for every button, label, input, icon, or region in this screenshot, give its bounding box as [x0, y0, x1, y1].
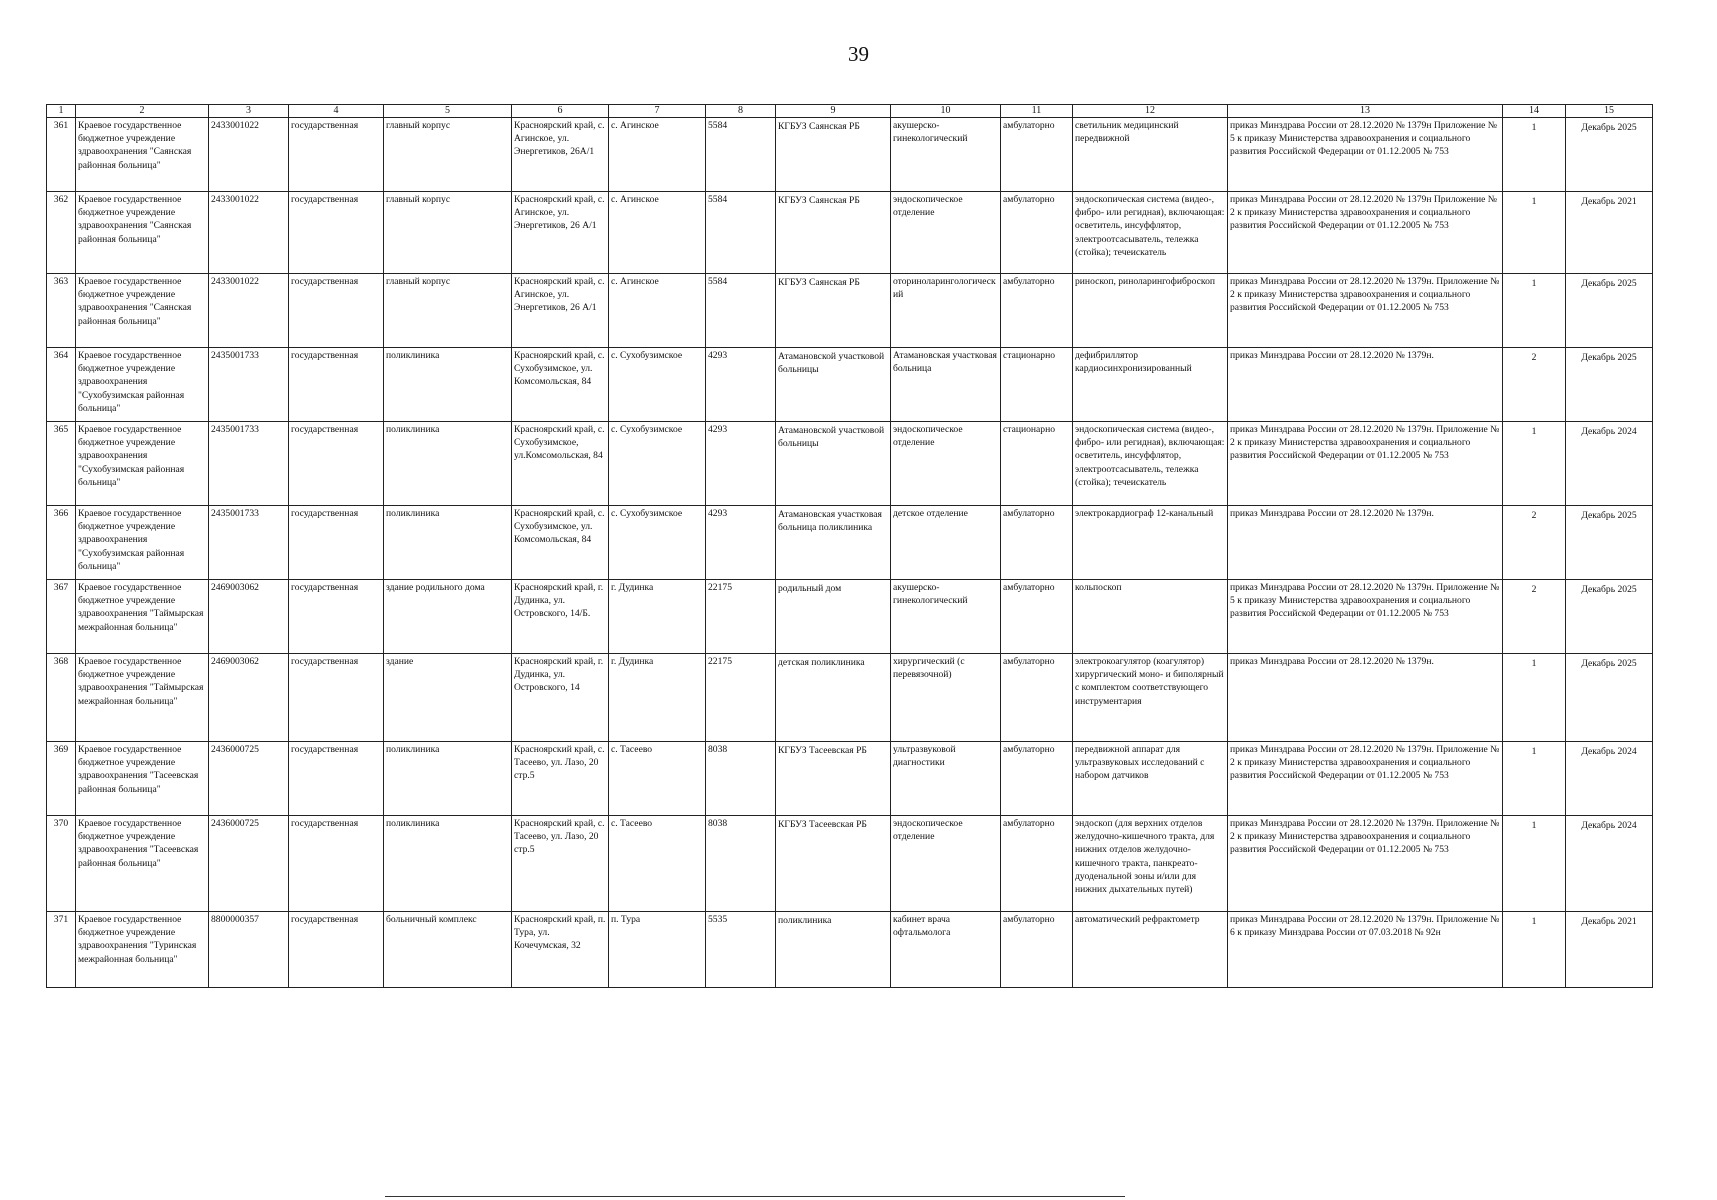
basis-cell: приказ Минздрава России от 28.12.2020 № 1379н.: [1228, 654, 1503, 742]
ownership-cell: государственная: [289, 912, 384, 988]
page-number: 39: [848, 42, 869, 66]
inn-cell: 2433001022: [209, 274, 289, 348]
department-cell: ультразвуковой диагностики: [891, 742, 1001, 816]
row-number-cell: 364: [47, 348, 76, 422]
department-cell: акушерско-гинекологический: [891, 118, 1001, 192]
facility-cell: родильный дом: [776, 580, 891, 654]
department-cell: кабинет врача офтальмолога: [891, 912, 1001, 988]
locality-cell: с. Агинское: [609, 274, 706, 348]
department-cell: детское отделение: [891, 506, 1001, 580]
address-cell: Красноярский край, с. Тасеево, ул. Лазо, 20 стр.5: [512, 816, 609, 912]
basis-cell: приказ Минздрава России от 28.12.2020 № 1379н Приложение № 2 к приказу Министерства здравоохранения и социального развития Российской Федерации от 01.12.2005 № 753: [1228, 192, 1503, 274]
ownership-cell: государственная: [289, 422, 384, 506]
table-row: [47, 506, 1653, 580]
address-cell: Красноярский край, п. Тура, ул. Кочечумская, 32: [512, 912, 609, 988]
deadline-cell: Декабрь 2021: [1566, 912, 1653, 988]
population-cell: 5584: [706, 118, 776, 192]
organization-cell: Краевое государственное бюджетное учреждение здравоохранения "Саянская районная больница": [76, 118, 209, 192]
deadline-cell: Декабрь 2025: [1566, 118, 1653, 192]
column-header: 14: [1503, 105, 1566, 118]
deadline-cell: Декабрь 2025: [1566, 506, 1653, 580]
basis-cell: приказ Минздрава России от 28.12.2020 № 1379н. Приложение № 2 к приказу Министерства здравоохранения и социального развития Российской Федерации от 01.12.2005 № 753: [1228, 816, 1503, 912]
building-cell: главный корпус: [384, 118, 512, 192]
basis-cell: приказ Минздрава России от 28.12.2020 № 1379н Приложение № 5 к приказу Министерства здравоохранения и социального развития Российской Федерации от 01.12.2005 № 753: [1228, 118, 1503, 192]
row-number-cell: 366: [47, 506, 76, 580]
address-cell: Красноярский край, с. Тасеево, ул. Лазо, 20 стр.5: [512, 742, 609, 816]
inn-cell: 2469003062: [209, 654, 289, 742]
inn-cell: 2436000725: [209, 816, 289, 912]
population-cell: 8038: [706, 742, 776, 816]
facility-cell: детская поликлиника: [776, 654, 891, 742]
care-type-cell: амбулаторно: [1001, 816, 1073, 912]
address-cell: Красноярский край, с. Агинское, ул. Энергетиков, 26А/1: [512, 118, 609, 192]
inn-cell: 2433001022: [209, 192, 289, 274]
table-row: [47, 742, 1653, 816]
row-number-cell: 361: [47, 118, 76, 192]
ownership-cell: государственная: [289, 118, 384, 192]
organization-cell: Краевое государственное бюджетное учреждение здравоохранения "Сухобузимская районная больница": [76, 422, 209, 506]
locality-cell: г. Дудинка: [609, 580, 706, 654]
department-cell: эндоскопическое отделение: [891, 816, 1001, 912]
quantity-cell: 2: [1503, 506, 1566, 580]
care-type-cell: стационарно: [1001, 348, 1073, 422]
equipment-cell: электрокардиограф 12-канальный: [1073, 506, 1228, 580]
organization-cell: Краевое государственное бюджетное учреждение здравоохранения "Тасеевская районная больница": [76, 816, 209, 912]
quantity-cell: 1: [1503, 192, 1566, 274]
locality-cell: с. Сухобузимское: [609, 506, 706, 580]
deadline-cell: Декабрь 2025: [1566, 580, 1653, 654]
locality-cell: с. Агинское: [609, 118, 706, 192]
organization-cell: Краевое государственное бюджетное учреждение здравоохранения "Таймырская межрайонная больница": [76, 654, 209, 742]
column-header: 5: [384, 105, 512, 118]
table-row: [47, 118, 1653, 192]
population-cell: 4293: [706, 506, 776, 580]
care-type-cell: амбулаторно: [1001, 912, 1073, 988]
table-row: [47, 422, 1653, 506]
deadline-cell: Декабрь 2025: [1566, 274, 1653, 348]
address-cell: Красноярский край, с. Сухобузимское, ул. Комсомольская, 84: [512, 348, 609, 422]
building-cell: больничный комплекс: [384, 912, 512, 988]
equipment-cell: светильник медицинский передвижной: [1073, 118, 1228, 192]
row-number-cell: 369: [47, 742, 76, 816]
building-cell: поликлиника: [384, 422, 512, 506]
department-cell: эндоскопическое отделение: [891, 192, 1001, 274]
locality-cell: с. Тасеево: [609, 816, 706, 912]
building-cell: поликлиника: [384, 506, 512, 580]
equipment-cell: автоматический рефрактометр: [1073, 912, 1228, 988]
population-cell: 4293: [706, 348, 776, 422]
inn-cell: 2435001733: [209, 506, 289, 580]
equipment-cell: передвижной аппарат для ультразвуковых исследований с набором датчиков: [1073, 742, 1228, 816]
organization-cell: Краевое государственное бюджетное учреждение здравоохранения "Саянская районная больница": [76, 192, 209, 274]
deadline-cell: Декабрь 2024: [1566, 816, 1653, 912]
facility-cell: КГБУЗ Саянская РБ: [776, 274, 891, 348]
column-header: 13: [1228, 105, 1503, 118]
deadline-cell: Декабрь 2024: [1566, 422, 1653, 506]
facility-cell: КГБУЗ Саянская РБ: [776, 118, 891, 192]
facility-cell: Атамановская участковая больница поликлиника: [776, 506, 891, 580]
quantity-cell: 2: [1503, 580, 1566, 654]
department-cell: эндоскопическое отделение: [891, 422, 1001, 506]
building-cell: поликлиника: [384, 348, 512, 422]
table-row: [47, 912, 1653, 988]
column-header: 1: [47, 105, 76, 118]
department-cell: оториноларингологический: [891, 274, 1001, 348]
inn-cell: 2435001733: [209, 422, 289, 506]
inn-cell: 2433001022: [209, 118, 289, 192]
row-number-cell: 371: [47, 912, 76, 988]
column-header: 9: [776, 105, 891, 118]
row-number-cell: 370: [47, 816, 76, 912]
quantity-cell: 1: [1503, 742, 1566, 816]
basis-cell: приказ Минздрава России от 28.12.2020 № 1379н. Приложение № 2 к приказу Министерства здравоохранения и социального развития Российской Федерации от 01.12.2005 № 753: [1228, 742, 1503, 816]
basis-cell: приказ Минздрава России от 28.12.2020 № 1379н.: [1228, 348, 1503, 422]
table-row: [47, 580, 1653, 654]
row-number-cell: 365: [47, 422, 76, 506]
building-cell: главный корпус: [384, 274, 512, 348]
care-type-cell: амбулаторно: [1001, 274, 1073, 348]
column-header: 15: [1566, 105, 1653, 118]
quantity-cell: 1: [1503, 654, 1566, 742]
ownership-cell: государственная: [289, 506, 384, 580]
organization-cell: Краевое государственное бюджетное учреждение здравоохранения "Саянская районная больница": [76, 274, 209, 348]
deadline-cell: Декабрь 2025: [1566, 654, 1653, 742]
column-header: 4: [289, 105, 384, 118]
facility-cell: КГБУЗ Тасеевская РБ: [776, 816, 891, 912]
column-header: 6: [512, 105, 609, 118]
population-cell: 8038: [706, 816, 776, 912]
organization-cell: Краевое государственное бюджетное учреждение здравоохранения "Сухобузимская районная больница": [76, 506, 209, 580]
care-type-cell: амбулаторно: [1001, 118, 1073, 192]
quantity-cell: 1: [1503, 912, 1566, 988]
column-header: 11: [1001, 105, 1073, 118]
quantity-cell: 2: [1503, 348, 1566, 422]
ownership-cell: государственная: [289, 580, 384, 654]
column-header: 2: [76, 105, 209, 118]
department-cell: хирургический (с перевязочной): [891, 654, 1001, 742]
equipment-cell: кольпоскоп: [1073, 580, 1228, 654]
inn-cell: 2469003062: [209, 580, 289, 654]
column-header: 3: [209, 105, 289, 118]
deadline-cell: Декабрь 2024: [1566, 742, 1653, 816]
equipment-cell: эндоскопическая система (видео-, фибро- или регидная), включающая: осветитель, инсуффлятор, электроотсасыватель, тележка (стойка); течеискатель: [1073, 422, 1228, 506]
care-type-cell: амбулаторно: [1001, 506, 1073, 580]
care-type-cell: стационарно: [1001, 422, 1073, 506]
table-row: [47, 274, 1653, 348]
table-header-row: [47, 105, 1653, 118]
address-cell: Красноярский край, с. Сухобузимское, ул.Комсомольская, 84: [512, 422, 609, 506]
equipment-table: [46, 104, 1653, 988]
locality-cell: г. Дудинка: [609, 654, 706, 742]
ownership-cell: государственная: [289, 816, 384, 912]
building-cell: поликлиника: [384, 742, 512, 816]
equipment-cell: дефибриллятор кардиосинхронизированный: [1073, 348, 1228, 422]
locality-cell: с. Агинское: [609, 192, 706, 274]
population-cell: 5584: [706, 274, 776, 348]
locality-cell: с. Сухобузимское: [609, 348, 706, 422]
address-cell: Красноярский край, г. Дудинка, ул. Островского, 14/Б.: [512, 580, 609, 654]
basis-cell: приказ Минздрава России от 28.12.2020 № 1379н. Приложение № 2 к приказу Министерства здравоохранения и социального развития Российской Федерации от 01.12.2005 № 753: [1228, 422, 1503, 506]
table-row: [47, 192, 1653, 274]
row-number-cell: 363: [47, 274, 76, 348]
address-cell: Красноярский край, г. Дудинка, ул. Островского, 14: [512, 654, 609, 742]
organization-cell: Краевое государственное бюджетное учреждение здравоохранения "Сухобузимская районная больница": [76, 348, 209, 422]
table-row: [47, 654, 1653, 742]
ownership-cell: государственная: [289, 274, 384, 348]
deadline-cell: Декабрь 2021: [1566, 192, 1653, 274]
quantity-cell: 1: [1503, 816, 1566, 912]
equipment-cell: риноскоп, риноларингофиброскоп: [1073, 274, 1228, 348]
equipment-cell: электрокоагулятор (коагулятор) хирургический моно- и биполярный с комплектом соответствующего инструментария: [1073, 654, 1228, 742]
organization-cell: Краевое государственное бюджетное учреждение здравоохранения "Туринская межрайонная больница": [76, 912, 209, 988]
column-header: 8: [706, 105, 776, 118]
row-number-cell: 367: [47, 580, 76, 654]
facility-cell: Атамановской участковой больницы: [776, 348, 891, 422]
ownership-cell: государственная: [289, 654, 384, 742]
equipment-cell: эндоскопическая система (видео-, фибро- или регидная), включающая: осветитель, инсуффлятор, электроотсасыватель, тележка (стойка); течеискатель: [1073, 192, 1228, 274]
basis-cell: приказ Минздрава России от 28.12.2020 № 1379н. Приложение № 5 к приказу Министерства здравоохранения и социального развития Российской Федерации от 01.12.2005 № 753: [1228, 580, 1503, 654]
locality-cell: с. Сухобузимское: [609, 422, 706, 506]
table-row: [47, 348, 1653, 422]
care-type-cell: амбулаторно: [1001, 580, 1073, 654]
basis-cell: приказ Минздрава России от 28.12.2020 № 1379н.: [1228, 506, 1503, 580]
inn-cell: 2436000725: [209, 742, 289, 816]
facility-cell: Атамановской участковой больницы: [776, 422, 891, 506]
quantity-cell: 1: [1503, 422, 1566, 506]
address-cell: Красноярский край, с. Сухобузимское, ул. Комсомольская, 84: [512, 506, 609, 580]
address-cell: Красноярский край, с. Агинское, ул. Энергетиков, 26 А/1: [512, 192, 609, 274]
care-type-cell: амбулаторно: [1001, 654, 1073, 742]
basis-cell: приказ Минздрава России от 28.12.2020 № 1379н. Приложение № 6 к приказу Минздрава России от 07.03.2018 № 92н: [1228, 912, 1503, 988]
building-cell: здание: [384, 654, 512, 742]
department-cell: Атамановская участковая больница: [891, 348, 1001, 422]
building-cell: поликлиника: [384, 816, 512, 912]
quantity-cell: 1: [1503, 118, 1566, 192]
facility-cell: КГБУЗ Тасеевская РБ: [776, 742, 891, 816]
organization-cell: Краевое государственное бюджетное учреждение здравоохранения "Тасеевская районная больница": [76, 742, 209, 816]
population-cell: 5535: [706, 912, 776, 988]
facility-cell: поликлиника: [776, 912, 891, 988]
population-cell: 5584: [706, 192, 776, 274]
basis-cell: приказ Минздрава России от 28.12.2020 № 1379н. Приложение № 2 к приказу Министерства здравоохранения и социального развития Российской Федерации от 01.12.2005 № 753: [1228, 274, 1503, 348]
inn-cell: 8800000357: [209, 912, 289, 988]
equipment-cell: эндоскоп (для верхних отделов желудочно-кишечного тракта, для нижних отделов желудочно-кишечного тракта, панкреато-дуоденальной зоны и/или для нижних дыхательных путей): [1073, 816, 1228, 912]
facility-cell: КГБУЗ Саянская РБ: [776, 192, 891, 274]
table-row: [47, 816, 1653, 912]
bottom-rule: [385, 1196, 1125, 1197]
column-header: 12: [1073, 105, 1228, 118]
ownership-cell: государственная: [289, 742, 384, 816]
population-cell: 22175: [706, 654, 776, 742]
ownership-cell: государственная: [289, 192, 384, 274]
deadline-cell: Декабрь 2025: [1566, 348, 1653, 422]
locality-cell: с. Тасеево: [609, 742, 706, 816]
building-cell: здание родильного дома: [384, 580, 512, 654]
row-number-cell: 362: [47, 192, 76, 274]
column-header: 10: [891, 105, 1001, 118]
population-cell: 4293: [706, 422, 776, 506]
department-cell: акушерско-гинекологический: [891, 580, 1001, 654]
column-header: 7: [609, 105, 706, 118]
inn-cell: 2435001733: [209, 348, 289, 422]
population-cell: 22175: [706, 580, 776, 654]
care-type-cell: амбулаторно: [1001, 192, 1073, 274]
care-type-cell: амбулаторно: [1001, 742, 1073, 816]
building-cell: главный корпус: [384, 192, 512, 274]
address-cell: Красноярский край, с. Агинское, ул. Энергетиков, 26 А/1: [512, 274, 609, 348]
quantity-cell: 1: [1503, 274, 1566, 348]
organization-cell: Краевое государственное бюджетное учреждение здравоохранения "Таймырская межрайонная больница": [76, 580, 209, 654]
row-number-cell: 368: [47, 654, 76, 742]
ownership-cell: государственная: [289, 348, 384, 422]
locality-cell: п. Тура: [609, 912, 706, 988]
